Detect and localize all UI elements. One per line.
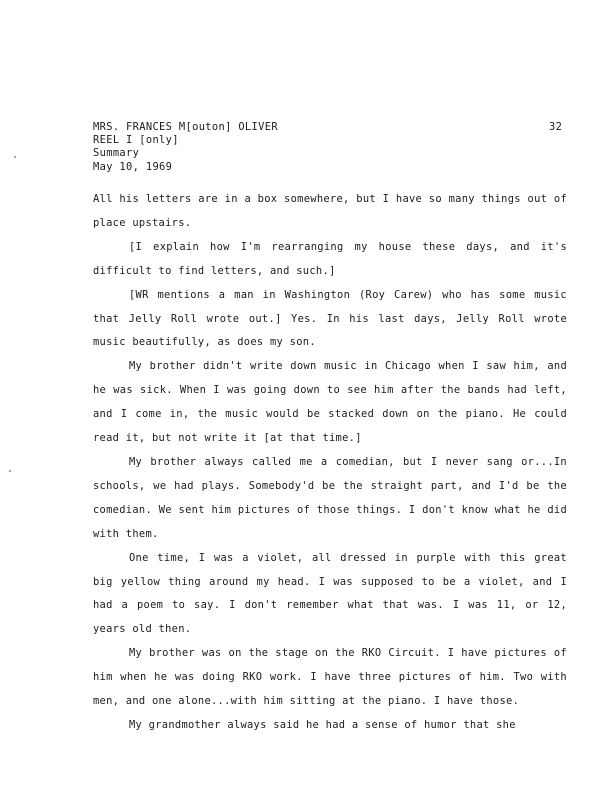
paragraph: My grandmother always said he had a sense of humor that she [129,718,516,731]
page-number: 32 [549,121,563,133]
paragraph: One time, I was a violet, all dressed in purple with this great big yellow thing around my head. I was supposed to be a violet, and I had a poem to say. I don't remember what that was. I was 11, or 12, years old then. [93,551,567,636]
paragraph: [I explain how I'm rearranging my house these days, and it's difficult to find letters, and such.] [93,240,567,277]
paragraph: My brother didn't write down music in Chicago when I saw him, and he was sick. When I was going down to see him after the bands had left, and I come in, the music would be stacked down on the piano. He could read it, but not write it [at that time.] [93,360,567,445]
document-type: Summary [93,147,140,160]
interview-date: May 10, 1969 [93,160,173,173]
paragraph: My brother was on the stage on the RKO Circuit. I have pictures of him when he was doing RKO work. I have three pictures of him. Two with men, and one alone...with him sitting at the piano. I have those. [93,647,567,708]
document-header [93,121,278,174]
paragraph: [WR mentions a man in Washington (Roy Carew) who has some music that Jelly Roll wrote out.] Yes. In his last days, Jelly Roll wrote music beautifully, as does my son. [93,288,567,349]
scan-speck [14,156,16,158]
paragraph: All his letters are in a box somewhere, but I have so many things out of place upstairs. [93,193,567,229]
reel-label: REEL I [only] [93,134,179,147]
paragraph: My brother always called me a comedian, but I never sang or...In schools, we had plays. Somebody'd be the straight part, and I'd be the comedian. We sent him pictures of those things. I don't know what he did with them. [93,455,567,540]
interviewee-name: MRS. FRANCES M[outon] OLIVER [93,121,278,133]
transcript-body [93,188,567,738]
scan-speck [9,470,11,472]
